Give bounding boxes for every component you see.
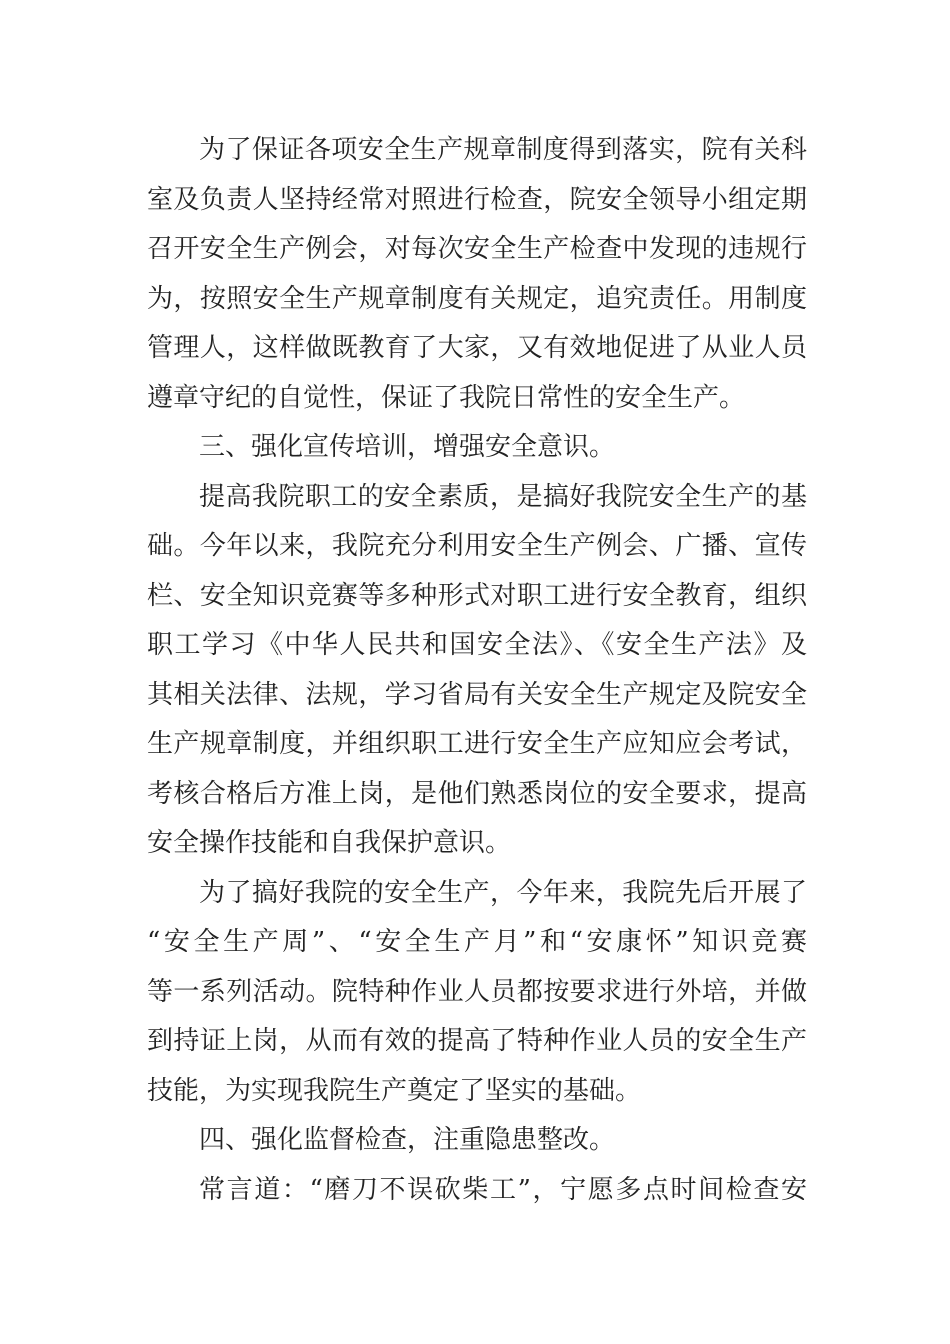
paragraph-3-line-5: 技能，为实现我院生产奠定了坚实的基础。 (147, 1075, 642, 1106)
paragraph-2-line-3: 栏、安全知识竞赛等多种形式对职工进行安全教育，组织 (147, 580, 807, 611)
section-heading-4: 四、强化监督检查，注重隐患整改。 (199, 1125, 616, 1155)
paragraph-2-line-8: 安全操作技能和自我保护意识。 (147, 828, 512, 858)
paragraph-2-line-4: 职工学习《中华人民共和国安全法》、《安全生产法》及 (147, 630, 807, 660)
paragraph-1-line-4: 为，按照安全生产规章制度有关规定，追究责任。用制度 (147, 283, 807, 314)
paragraph-1-line-1: 为了保证各项安全生产规章制度得到落实，院有关科 (199, 135, 807, 165)
paragraph-2-line-7: 考核合格后方准上岗，是他们熟悉岗位的安全要求，提高 (147, 778, 807, 809)
paragraph-3-line-2: “安全生产周”、“安全生产月”和“安康怀”知识竞赛 (147, 927, 807, 957)
paragraph-2-line-6: 生产规章制度，并组织职工进行安全生产应知应会考试， (147, 729, 807, 759)
paragraph-4-line-1: 常言道：“磨刀不误砍柴工”，宁愿多点时间检查安 (199, 1174, 807, 1205)
paragraph-1-line-6: 遵章守纪的自觉性，保证了我院日常性的安全生产。 (147, 382, 746, 413)
paragraph-1-line-5: 管理人，这样做既教育了大家，又有效地促进了从业人员 (147, 333, 807, 363)
paragraph-3-line-3: 等一系列活动。院特种作业人员都按要求进行外培，并做 (147, 976, 807, 1007)
paragraph-2-line-2: 础。今年以来，我院充分利用安全生产例会、广播、宣传 (147, 531, 807, 561)
paragraph-1-line-2: 室及负责人坚持经常对照进行检查，院安全领导小组定期 (147, 184, 807, 215)
paragraph-3-line-1: 为了搞好我院的安全生产，今年来，我院先后开展了 (199, 877, 807, 908)
document-body (147, 126, 807, 1215)
paragraph-2-line-5: 其相关法律、法规，学习省局有关安全生产规定及院安全 (147, 679, 807, 710)
paragraph-2-line-1: 提高我院职工的安全素质，是搞好我院安全生产的基 (199, 481, 807, 512)
section-heading-3: 三、强化宣传培训，增强安全意识。 (199, 432, 616, 462)
paragraph-3-line-4: 到持证上岗，从而有效的提高了特种作业人员的安全生产 (147, 1026, 807, 1056)
paragraph-1-line-3: 召开安全生产例会，对每次安全生产检查中发现的违规行 (147, 234, 807, 264)
